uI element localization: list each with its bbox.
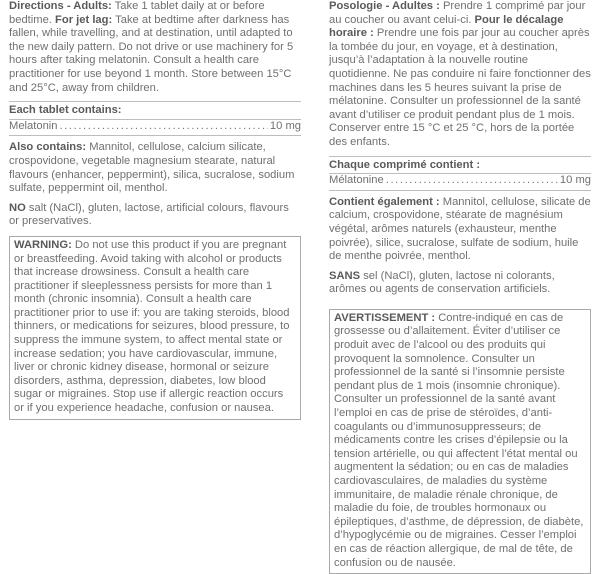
posologie-label: Posologie - Adultes : (329, 0, 440, 12)
ingredient-name-fr: Mélatonine (329, 174, 384, 187)
also-contains-label: Also contains: (9, 141, 87, 154)
jetlag-label: For jet lag: (55, 13, 113, 26)
ingredient-amount-fr: 10 mg (559, 174, 591, 187)
directions-label: Directions - Adults: (9, 0, 112, 12)
warning-label: WARNING: (14, 238, 72, 251)
leader-dots (60, 120, 268, 134)
avertissement-text: Contre-indiqué en cas de grossesse ou d’allaitement. Éviter d’utiliser ce produit avec de l’alcool ou des produits qui provoquent la somnolence. Consulter un professionnel de la santé si l’insomnie persiste pendant plus de 1 mois (insomnie chronique). Consulter un professionnel de la santé avant l’emploi en cas de prise de stéroïdes, d’anti-coagulants ou d’immunosuppresseurs; de médicaments contre les crises d’épilepsie ou la tension artérielle, ou qui affectent l’état mental ou augmentent la sédation; ou en cas de maladies cardiovasculaires, de maladies du système immunitaire, de maladie rénale chronique, de maladie du foie, de troubles hormonaux ou épileptiques, d’asthme, de dépression, de diabète, d’hypoglycémie ou de migraines. Cesser l’emploi en cas de réaction allergique, de mal de tête, de confusion ou de nausée. (334, 311, 584, 569)
leader-dots (386, 174, 558, 188)
sans-paragraph (329, 270, 591, 297)
contient-egalement-text: Mannitol, cellulose, silicate de calcium, crospovidone, stéarate de magnésium végétal, arômes naturels (exhausteur, menthe poivrée), silice, sucralose, sulfate de sodium, huile de menthe poivrée, menthol. (329, 195, 591, 263)
ingredient-row (9, 120, 301, 136)
also-contains-text: Mannitol, cellulose, calcium silicate, crospovidone, vegetable magnesium stearate, natural flavours (enhancer, peppermint), silica, sucralose, sodium sulfate, peppermint oil, menthol. (9, 141, 295, 195)
sans-label: SANS (329, 269, 361, 282)
posologie-text: Prendre 1 comprimé par jour au coucher ou avant celui-ci. (329, 0, 586, 26)
also-contains-paragraph (9, 141, 301, 195)
warning-text: Do not use this product if you are pregnant or breastfeeding. Avoid taking with alcohol or products that increase drowsiness. Consult a health care practitioner if sleeplessness persists for more than 1 month (chronic insomnia). Consult a health care practitioner prior to use if: you are taking steroids, blood thinners, or medications for seizures, blood pressure, to suppress the immune system, to affect mental state or increase sedation; you have cardiovascular, immune, liver or chronic kidney disease, hormonal or seizure disorders, asthma, depression, diabetes, low blood sugar or migraines. Stop use if allergic reaction occurs or if you experience headache, confusion or nausea. (14, 238, 290, 415)
free-of-label: NO (9, 201, 26, 214)
avertissement-label: AVERTISSEMENT : (334, 311, 436, 324)
free-of-text: salt (NaCl), gluten, lactose, artificial colours, flavours or preservatives. (9, 201, 289, 228)
ingredient-row-fr (329, 174, 591, 190)
directions-text: Take 1 tablet daily at or before bedtime. (9, 0, 265, 26)
decalage-text: Prendre une fois par jour au coucher après la tombée du jour, en voyage, et à destination, jusqu’à l’adaptation à la nouvelle routine quotidienne. Ne pas conduire ni faire fonctionner des machines dans les 5 heures suivant la prise de mélatonine. Consulter un professionnel de la santé avant d’utiliser ce produit pendant plus de 1 mois. Conserver entre 15 °C et 25 °C, hors de la portée des enfants. (329, 27, 591, 148)
contient-egalement-paragraph (329, 196, 591, 264)
contient-heading: Chaque comprimé contient : (329, 158, 481, 171)
english-column (9, 0, 301, 420)
ingredient-amount: 10 mg (269, 119, 301, 132)
posologie-paragraph (329, 0, 591, 150)
directions-paragraph (9, 0, 301, 95)
decalage-label: Pour le décalage horaire : (329, 13, 564, 40)
french-column (329, 0, 591, 574)
sans-text: sel (NaCl), gluten, lactose ni colorants, arômes ou agents de conservation artificiels. (329, 269, 555, 296)
warning-box (9, 236, 301, 420)
avertissement-box (329, 309, 591, 574)
contains-heading: Each tablet contains: (9, 104, 122, 117)
contient-egalement-label: Contient également : (329, 195, 440, 208)
free-of-paragraph (9, 202, 301, 229)
jetlag-text: Take at bedtime after darkness has fallen, while travelling, and at destination, until adapted to the new daily pattern. Do not drive or use machinery for 5 hours after taking melatonin. Consult a health care practitioner for use beyond 1 month. Store between 15°C and 25°C, away from children. (9, 13, 294, 94)
ingredient-name: Melatonin (9, 119, 58, 132)
